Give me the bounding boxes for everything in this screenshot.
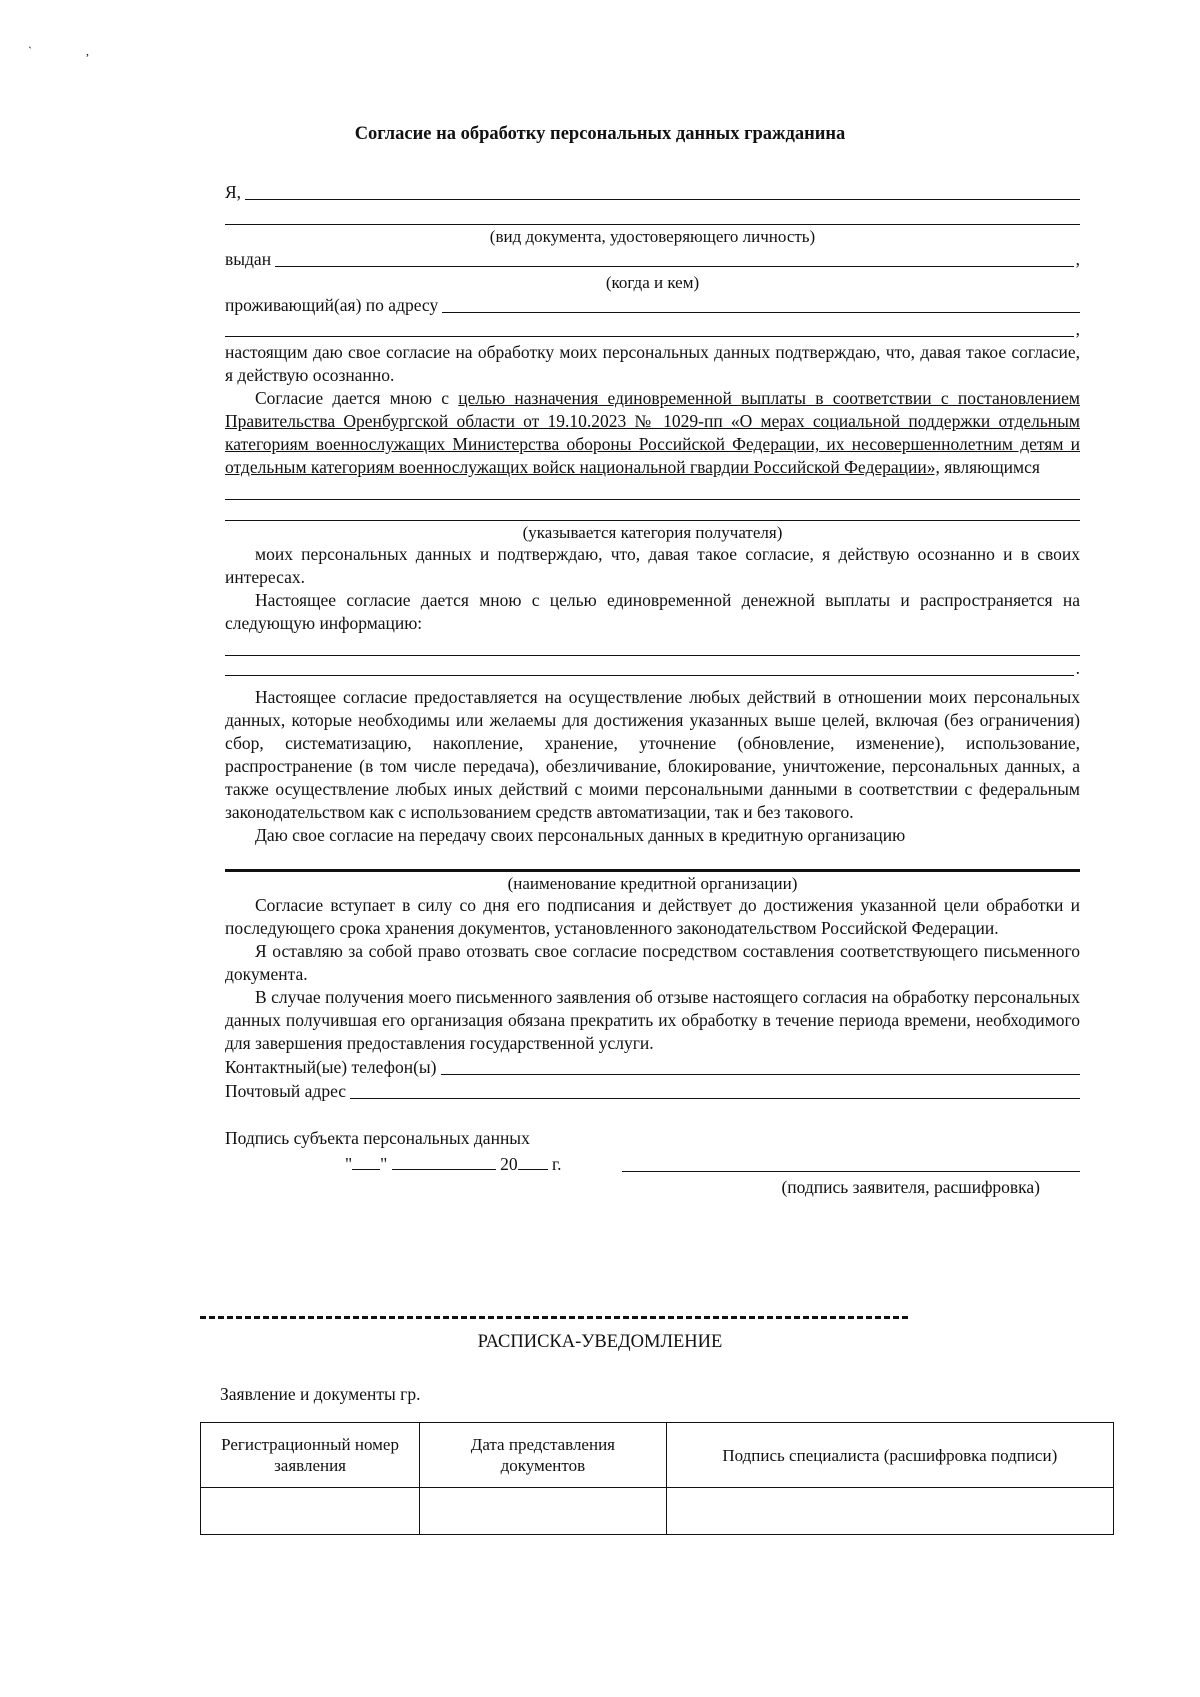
paragraph-purpose	[225, 387, 1080, 479]
info-period: .	[1075, 658, 1080, 678]
phone-label: Контактный(ые) телефон(ы)	[225, 1057, 437, 1077]
signature-hint: (подпись заявителя, расшифровка)	[781, 1177, 1040, 1197]
purpose-end: являющимся	[944, 457, 1040, 477]
purpose-start: Согласие дается мною с	[255, 388, 449, 408]
category-field-line-2[interactable]	[225, 500, 1080, 521]
address-field-line[interactable]	[442, 296, 1080, 313]
address-comma: ,	[1075, 319, 1080, 339]
month-blank[interactable]	[392, 1155, 496, 1170]
issued-field-line[interactable]	[275, 250, 1074, 267]
quote-close: "	[380, 1154, 388, 1174]
receipt-subtitle: Заявление и документы гр.	[220, 1384, 421, 1404]
paragraph-consent-intro: настоящим даю свое согласие на обработку моих персональных данных подтверждаю, что, давая такое согласие, я действую осознанно.	[225, 342, 1080, 385]
address-field-line-2[interactable]	[225, 320, 1074, 337]
receipt-title: РАСПИСКА-УВЕДОМЛЕНИЕ	[477, 1332, 723, 1352]
year-suffix: г.	[551, 1154, 562, 1174]
postal-field-line[interactable]	[350, 1082, 1080, 1099]
col-registration-number: Регистрационный номер заявления	[201, 1423, 420, 1488]
purpose-underlined: целью назначения единовременной выплаты в соответствии с постановлением Правительства Оренбургской области от 19.10.2023 № 1029-пп «О мерах социальной поддержки отдельным категориям военнослужащих Министерства обороны Российской Федерации, их несовершеннолетним детям и отдельным категориям военнослужащих войск национальной гвардии Российской Федерации»,	[225, 388, 1081, 477]
name-field-line[interactable]	[245, 183, 1080, 200]
info-field-line[interactable]	[225, 635, 1080, 656]
address-field-row-2	[225, 317, 1080, 341]
cut-line	[200, 1316, 908, 1319]
date-field[interactable]	[225, 1153, 562, 1176]
info-field-row-2	[225, 656, 1080, 680]
document-hint: (вид документа, удостоверяющего личность)	[489, 227, 816, 246]
issued-field-row	[225, 247, 1080, 271]
date-signature-row	[225, 1150, 1080, 1176]
bank-hint: (наименование кредитной организации)	[507, 874, 798, 893]
issued-comma: ,	[1075, 249, 1080, 269]
address-field-row	[225, 293, 1080, 317]
col-specialist-signature: Подпись специалиста (расшифровка подписи)	[666, 1423, 1113, 1488]
info-field-line-2[interactable]	[225, 659, 1074, 676]
year-blank[interactable]	[518, 1155, 548, 1170]
cell-registration-number[interactable]	[201, 1488, 420, 1535]
postal-label: Почтовый адрес	[225, 1081, 347, 1101]
paragraph-revoke-effect: В случае получения моего письменного заявления об отзыве настоящего согласия на обработку персональных данных получившая его организация обязана прекратить их обработку в течение периода времени, необходимого для завершения предоставления государственной услуги.	[225, 987, 1080, 1053]
cell-submission-date[interactable]	[420, 1488, 667, 1535]
receipt-table	[200, 1422, 1114, 1535]
receipt-header-row	[201, 1423, 1114, 1488]
paragraph-actions: Настоящее согласие предоставляется на осуществление любых действий в отношении моих персональных данных, которые необходимы или желаемы для достижения указанных выше целей, включая (без ограничения) сбор, систематизацию, накопление, хранение, уточнение (обновление, изменение), использование, распространение (в том числе передача), обезличивание, блокирование, уничтожение, персональных данных, а также осуществление любых иных действий с моими персональными данными в соответствии с федеральным законодательством как с использованием средств автоматизации, так и без такового.	[225, 687, 1080, 822]
phone-field-row	[225, 1055, 1080, 1079]
paragraph-revoke-right: Я оставляю за собой право отозвать свое согласие посредством составления соответствующего письменного документа.	[225, 941, 1080, 984]
paragraph-bank-transfer: Даю свое согласие на передачу своих персональных данных в кредитную организацию	[255, 825, 906, 845]
issued-label: выдан	[225, 249, 272, 269]
document-field-line[interactable]	[225, 204, 1080, 225]
category-hint: (указывается категория получателя)	[522, 523, 783, 542]
paragraph-conscious: моих персональных данных и подтверждаю, что, давая такое согласие, я действую осознанно и в своих интересах.	[225, 544, 1080, 587]
cell-specialist-signature[interactable]	[666, 1488, 1113, 1535]
col-submission-date: Дата представления документов	[420, 1423, 667, 1488]
document-title: Согласие на обработку персональных данных гражданина	[354, 124, 846, 144]
consent-body	[225, 180, 1080, 1199]
receipt-data-row	[201, 1488, 1114, 1535]
name-field-row	[225, 180, 1080, 204]
subject-signature-label: Подпись субъекта персональных данных	[225, 1128, 530, 1148]
phone-field-line[interactable]	[441, 1058, 1080, 1075]
issued-hint: (когда и кем)	[605, 273, 700, 292]
i-label: Я,	[225, 182, 242, 202]
paragraph-validity: Согласие вступает в силу со дня его подписания и действует до достижения указанной цели обработки и последующего срока хранения документов, установленного законодательством Российской Федерации.	[225, 895, 1080, 938]
paragraph-info-scope: Настоящее согласие дается мною с целью единовременной денежной выплаты и распространяется на следующую информацию:	[225, 590, 1080, 633]
quote-open: "	[345, 1154, 353, 1174]
address-label: проживающий(ая) по адресу	[225, 295, 439, 315]
day-blank[interactable]	[352, 1155, 380, 1170]
postal-field-row	[225, 1079, 1080, 1103]
bank-name-field-line[interactable]	[225, 847, 1080, 872]
category-field-line[interactable]	[225, 479, 1080, 500]
info-field-row	[225, 589, 1080, 635]
applicant-signature-line[interactable]	[622, 1153, 1080, 1172]
signature-block	[225, 1127, 1080, 1199]
scan-specks: ` ,	[28, 44, 89, 58]
year-prefix: 20	[500, 1154, 518, 1174]
